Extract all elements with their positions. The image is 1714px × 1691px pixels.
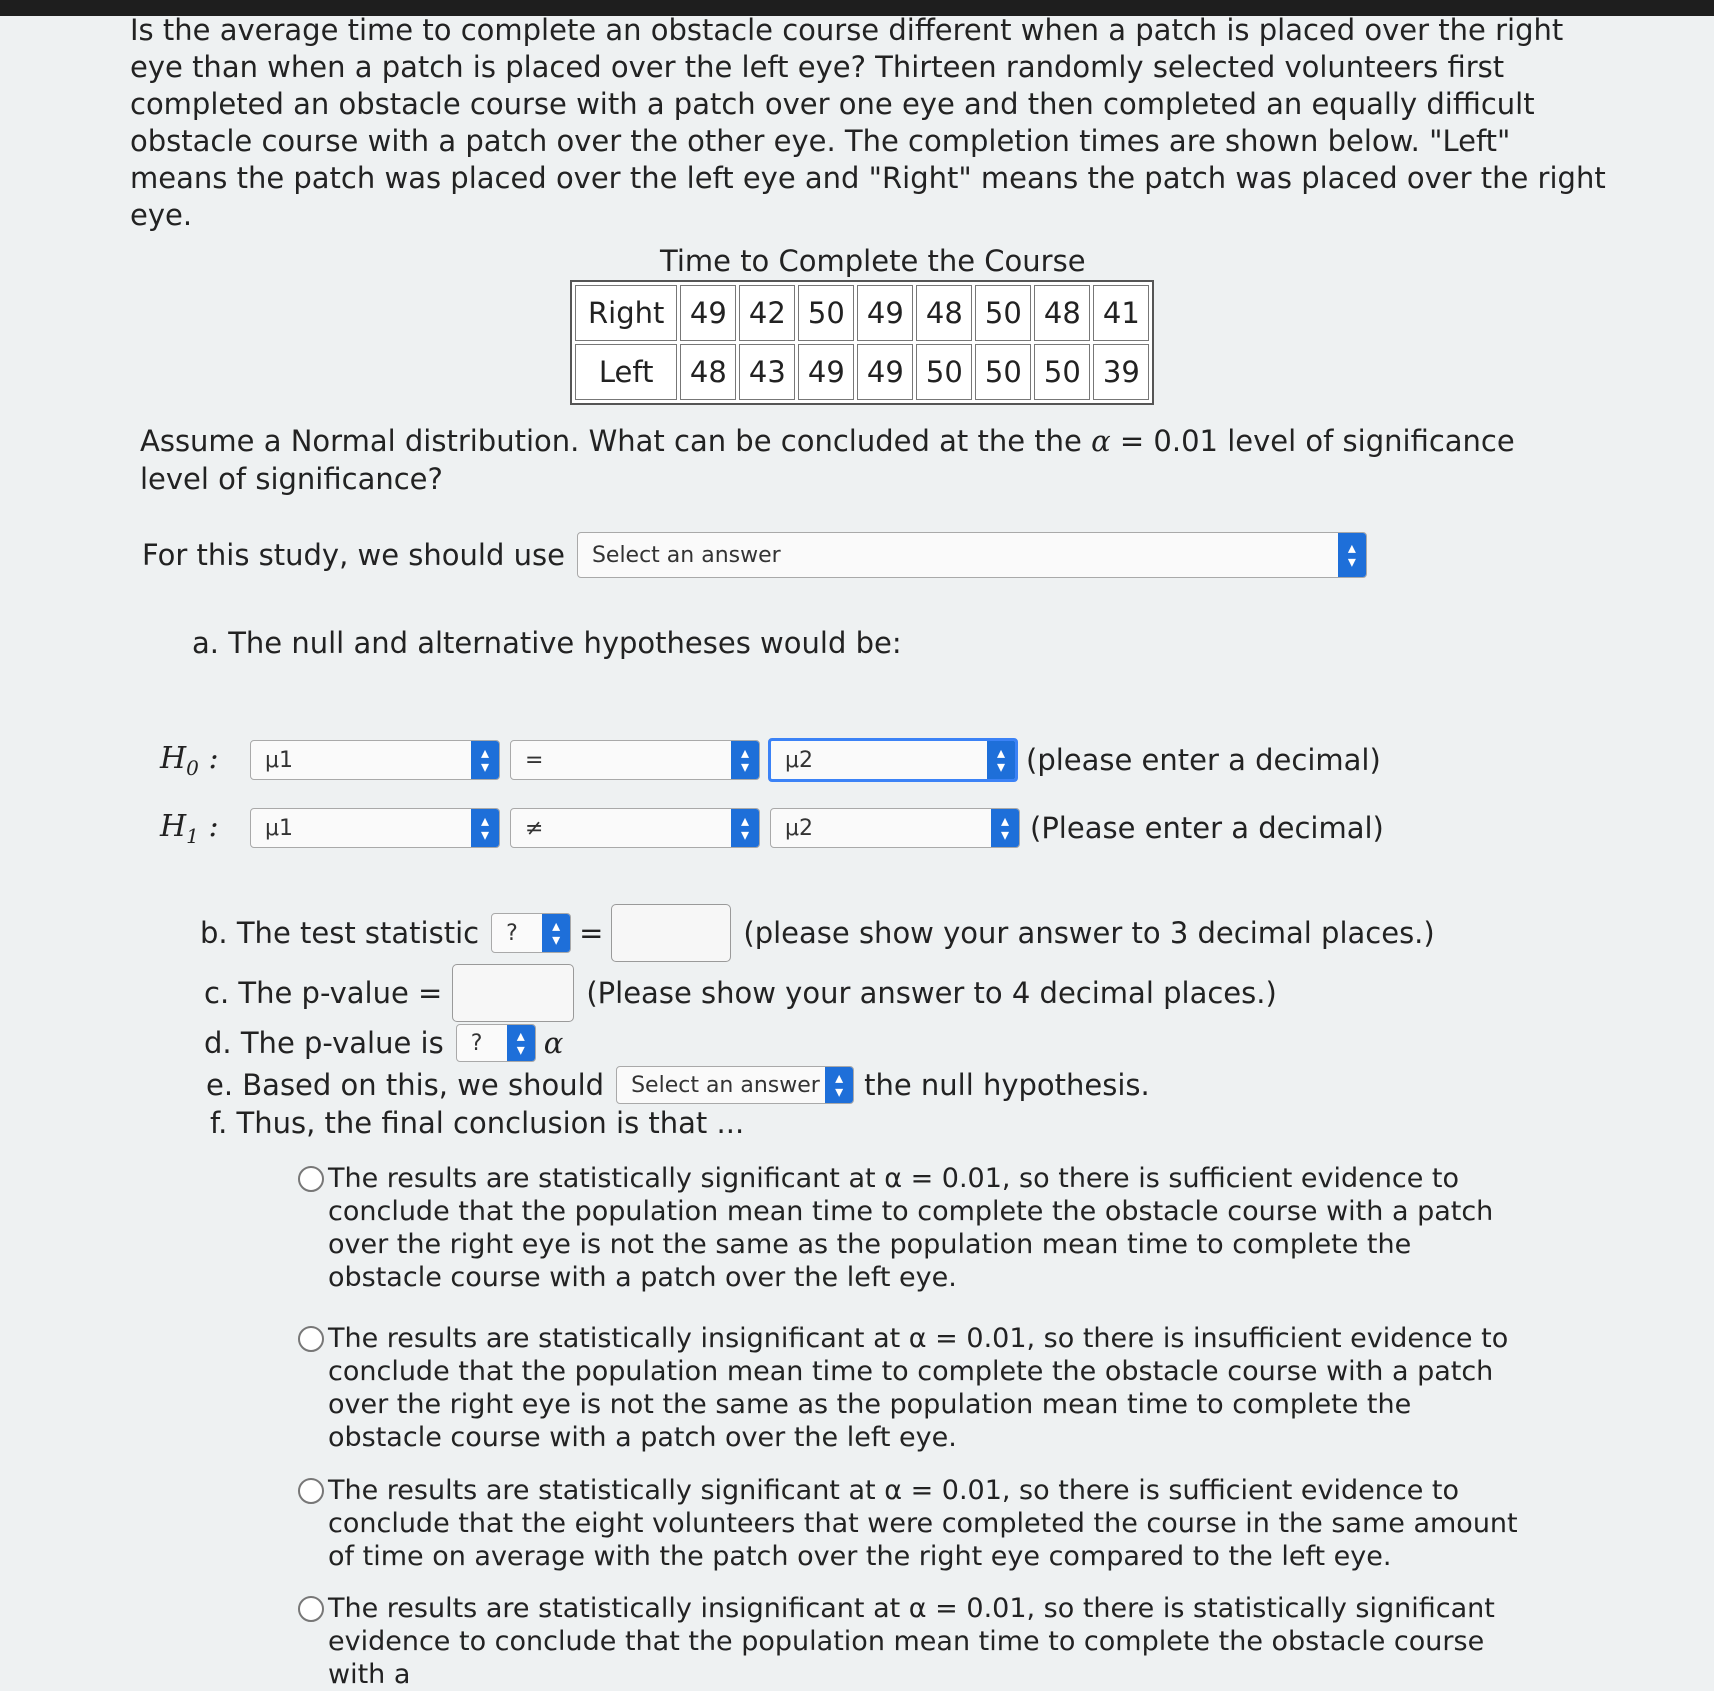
chevron-updown-icon: ▴ ▾ [471, 741, 499, 779]
p-value-compare-select[interactable] [456, 1024, 536, 1062]
table-cell: 49 [798, 344, 854, 400]
table-cell: 50 [975, 285, 1031, 341]
h0-operator-value: = [525, 747, 544, 773]
h1-operator-select[interactable] [510, 808, 760, 848]
conclusion-option-text: The results are statistically significant at α = 0.01, so there is sufficient evidence to conclude that the eight volunteers that were completed the course in the same amount of time on average with the patch over the right eye compared to the left eye. [328, 1475, 1518, 1572]
conclusion-option-text: The results are statistically significant at α = 0.01, so there is sufficient evidence to conclude that the population mean time to complete the obstacle course with a patch over the right eye is not the same as the population mean time to complete the obstacle course with a patch over the left eye. [328, 1163, 1494, 1293]
table-row-left [575, 344, 1149, 400]
radio-button[interactable] [298, 1478, 324, 1504]
test-statistic-input[interactable] [611, 904, 731, 962]
study-select-value: Select an answer [591, 542, 781, 568]
test-statistic-row [200, 904, 1435, 962]
table-cell: 49 [857, 285, 913, 341]
h0-param1-value: μ1 [265, 747, 293, 773]
test-statistic-select-value: ? [506, 920, 518, 946]
test-statistic-hint: (please show your answer to 3 decimal places.) [743, 916, 1435, 950]
data-table [570, 280, 1154, 405]
row-label-left: Left [575, 344, 677, 400]
table-title: Time to Complete the Course [660, 244, 1086, 278]
chevron-updown-icon: ▴ ▾ [825, 1067, 853, 1103]
h1-operator-value: ≠ [525, 815, 544, 841]
h0-row [160, 738, 1381, 782]
hypotheses-heading: a. The null and alternative hypotheses would be: [192, 626, 902, 660]
conclusion-option[interactable] [298, 1322, 1528, 1454]
study-type-select[interactable] [577, 532, 1367, 578]
alpha-symbol: α [543, 1026, 564, 1060]
table-cell: 49 [680, 285, 736, 341]
h0-param2-value: μ2 [785, 747, 813, 773]
table-cell: 48 [916, 285, 972, 341]
h0-param1-select[interactable] [250, 740, 500, 780]
table-cell: 50 [798, 285, 854, 341]
table-cell: 48 [1034, 285, 1090, 341]
decision-row [206, 1066, 1150, 1104]
assumption-before: Assume a Normal distribution. What can be concluded at the the [140, 424, 1092, 458]
chevron-updown-icon: ▴ ▾ [471, 809, 499, 847]
conclusion-option-text: The results are statistically insignificant at α = 0.01, so there is statistically significant evidence to conclude that the population mean time to complete the obstacle course with a [328, 1593, 1495, 1690]
p-value-label: c. The p-value = [204, 976, 443, 1010]
table-cell: 41 [1093, 285, 1149, 341]
p-value-row [204, 964, 1277, 1022]
table-cell: 42 [739, 285, 795, 341]
table-cell: 48 [680, 344, 736, 400]
table-cell: 50 [1034, 344, 1090, 400]
h1-param2-select[interactable] [770, 808, 1020, 848]
decision-select[interactable] [616, 1066, 854, 1104]
h0-operator-select[interactable] [510, 740, 760, 780]
conclusion-option[interactable] [298, 1474, 1528, 1573]
decision-select-value: Select an answer [631, 1072, 820, 1098]
alpha-symbol: α [1091, 424, 1111, 458]
h0-hint: (please enter a decimal) [1026, 743, 1381, 777]
chevron-updown-icon: ▴ ▾ [542, 914, 570, 952]
p-value-hint: (Please show your answer to 4 decimal places.) [586, 976, 1277, 1010]
conclusion-option-text: The results are statistically insignificant at α = 0.01, so there is insufficient evidence to conclude that the population mean time to complete the obstacle course with a patch over the right eye is not the same as the population mean time to complete the obstacle course with a patch over the left eye. [328, 1323, 1509, 1453]
chevron-updown-icon: ▴ ▾ [507, 1025, 535, 1061]
p-value-compare-row [204, 1024, 563, 1062]
conclusion-label: f. Thus, the final conclusion is that ... [210, 1106, 745, 1140]
radio-button[interactable] [298, 1596, 324, 1622]
chevron-updown-icon: ▴ ▾ [731, 741, 759, 779]
table-cell: 43 [739, 344, 795, 400]
table-cell: 49 [857, 344, 913, 400]
question-intro: Is the average time to complete an obstacle course different when a patch is placed over the right eye than when a patch is placed over the left eye? Thirteen randomly selected volunteers first completed an obstacle course with a patch over one eye and then completed an equally difficult obstacle course with a patch over the other eye. The completion times are shown below. "Left" means the patch was placed over the left eye and "Right" means the patch was placed over the right eye. [130, 13, 1606, 232]
p-value-input[interactable] [452, 964, 574, 1022]
study-row [142, 532, 1367, 578]
assumption-after: = 0.01 level of significance level of significance? [140, 424, 1515, 496]
conclusion-option[interactable] [298, 1592, 1528, 1691]
h1-row [160, 808, 1384, 848]
h1-param2-value: μ2 [785, 815, 813, 841]
table-cell: 50 [975, 344, 1031, 400]
assumption-text [140, 422, 1580, 498]
decision-after: the null hypothesis. [864, 1068, 1150, 1102]
h0-param2-select[interactable] [768, 738, 1018, 782]
chevron-updown-icon: ▴ ▾ [1338, 533, 1366, 577]
p-value-compare-label: d. The p-value is [204, 1026, 444, 1060]
h0-label: $H_0$ : [160, 740, 219, 780]
h1-param1-value: μ1 [265, 815, 293, 841]
row-label-right: Right [575, 285, 677, 341]
table-cell: 50 [916, 344, 972, 400]
radio-button[interactable] [298, 1166, 324, 1192]
equals-sign: = [579, 916, 604, 950]
h1-param1-select[interactable] [250, 808, 500, 848]
chevron-updown-icon: ▴ ▾ [991, 809, 1019, 847]
decision-label: e. Based on this, we should [206, 1068, 605, 1102]
test-statistic-select[interactable] [491, 913, 571, 953]
table-row-right [575, 285, 1149, 341]
study-label: For this study, we should use [142, 538, 565, 572]
conclusion-option[interactable] [298, 1162, 1528, 1294]
radio-button[interactable] [298, 1326, 324, 1352]
table-cell: 39 [1093, 344, 1149, 400]
h1-label: $H_1$ : [160, 808, 219, 848]
chevron-updown-icon: ▴ ▾ [987, 741, 1015, 779]
p-value-compare-value: ? [470, 1030, 483, 1056]
chevron-updown-icon: ▴ ▾ [731, 809, 759, 847]
h1-hint: (Please enter a decimal) [1030, 811, 1384, 845]
test-statistic-label: b. The test statistic [200, 916, 480, 950]
